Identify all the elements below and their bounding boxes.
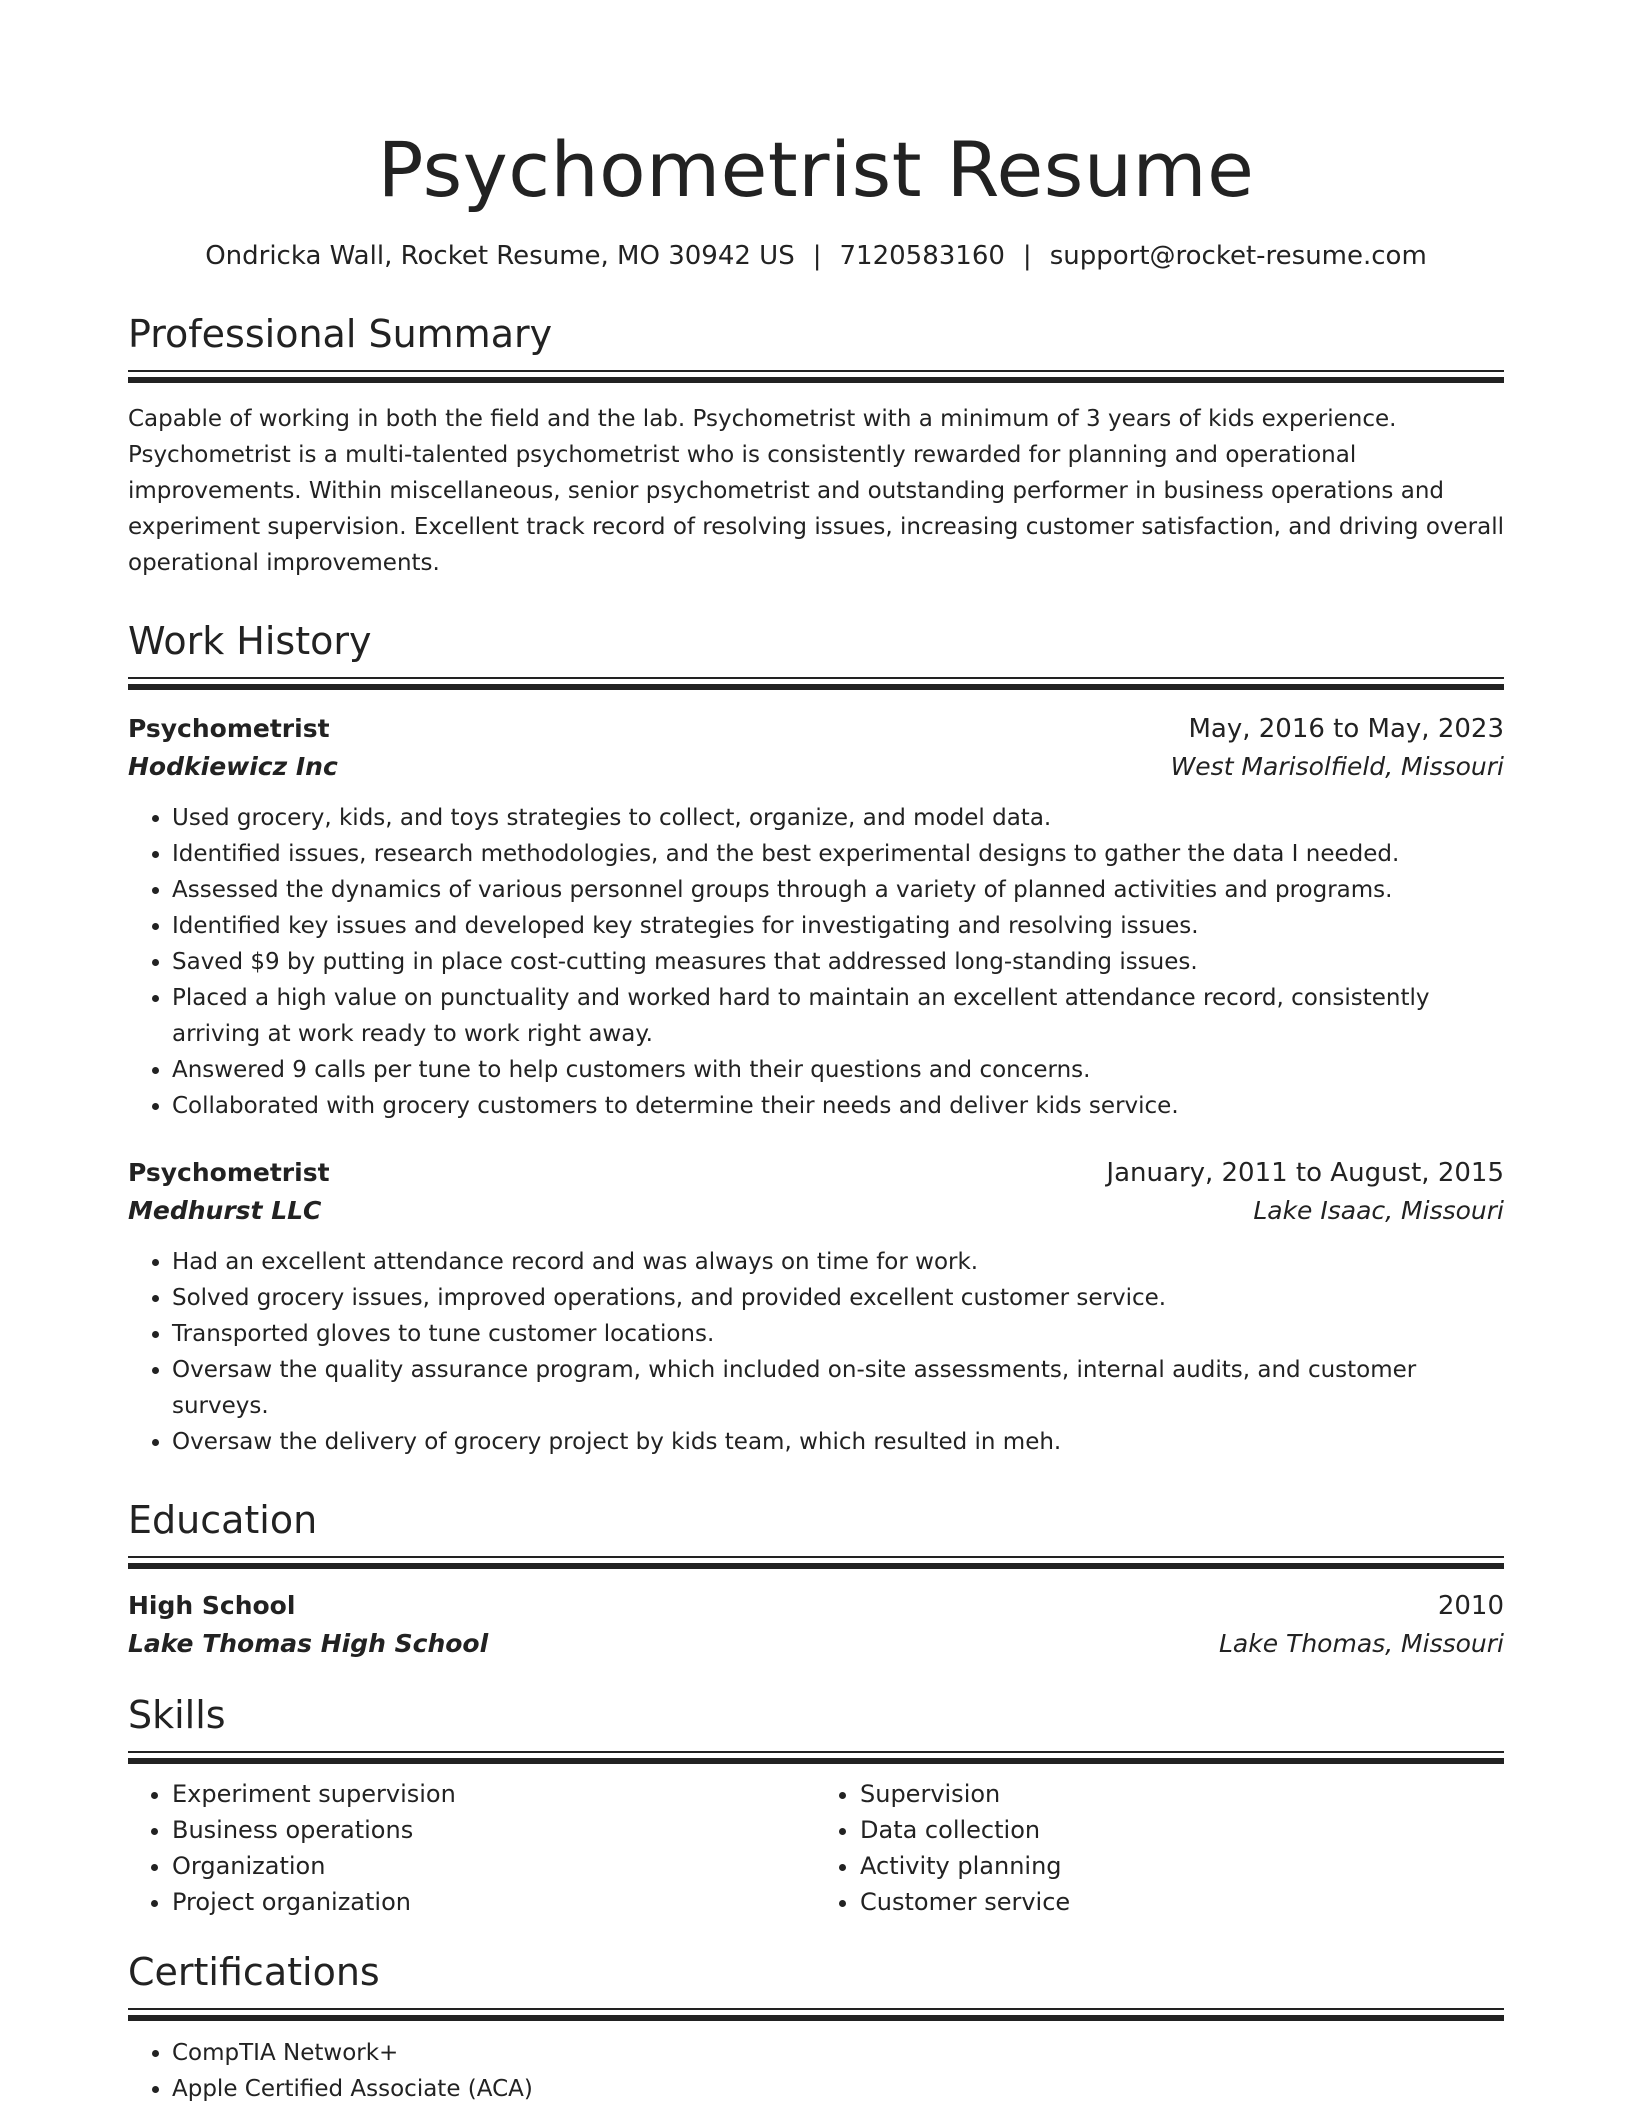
job-location: Lake Isaac, Missouri [1253,1196,1504,1225]
list-item: • Activity planning [860,1848,1504,1884]
skills-columns [128,1776,1504,1920]
section-heading-skills: Skills [128,1693,226,1737]
list-item: • Organization [172,1848,816,1884]
section-heading-work: Work History [128,619,372,663]
education-subheader [128,1625,1504,1663]
section-heading-certifications: Certifications [128,1950,380,1994]
contact-address: Ondricka Wall, Rocket Resume, MO 30942 US [205,241,795,271]
job-entry [128,1154,1504,1460]
section-divider [128,1556,1504,1569]
list-item: • Transported gloves to tune customer locations. [172,1316,1504,1352]
job-dates: May, 2016 to May, 2023 [1188,714,1504,744]
job-role: Psychometrist [128,714,330,743]
job-role: Psychometrist [128,1158,330,1187]
job-header [128,710,1504,748]
section-divider [128,1751,1504,1764]
education-header [128,1587,1504,1625]
list-item: • Saved $9 by putting in place cost-cutting measures that addressed long-standing issues. [172,944,1504,980]
job-bullets [128,800,1504,1124]
list-item: • Apple Certified Associate (ACA) [172,2071,1504,2107]
education-school: Lake Thomas High School [128,1629,489,1658]
job-dates: January, 2011 to August, 2015 [1106,1158,1504,1188]
list-item: • Assessed the dynamics of various personnel groups through a variety of planned activities and programs. [172,872,1504,908]
list-item: • Identified issues, research methodologies, and the best experimental designs to gather the data I needed. [172,836,1504,872]
list-item: • Identified key issues and developed key strategies for investigating and resolving issues. [172,908,1504,944]
section-divider [128,2008,1504,2021]
resume-title: Psychometrist Resume [377,125,1255,214]
list-item: • CompTIA Network+ [172,2035,1504,2071]
section-work-history [128,617,1504,1460]
section-summary [128,310,1504,581]
job-subheader [128,748,1504,786]
list-item: • Supervision [860,1776,1504,1812]
list-item: • Data collection [860,1812,1504,1848]
skills-list-left [128,1776,816,1920]
list-item: • Oversaw the quality assurance program, which included on-site assessments, internal audits, and customer surveys. [172,1352,1504,1424]
section-education [128,1496,1504,1663]
education-location: Lake Thomas, Missouri [1219,1629,1504,1658]
summary-text: Capable of working in both the field and the lab. Psychometrist with a minimum of 3 years of kids experience. Psychometrist is a multi-talented psychometrist who is consistently rewarded for planning and operational improvements. Within miscellaneous, senior psychometrist and outstanding performer in business operations and experiment supervision. Excellent track record of resolving issues, increasing customer satisfaction, and driving overall operational improvements. [128,406,1504,576]
list-item: • Answered 9 calls per tune to help customers with their questions and concerns. [172,1052,1504,1088]
section-skills [128,1691,1504,1920]
contact-email: support@rocket-resume.com [1049,241,1427,271]
education-year: 2010 [1437,1591,1504,1621]
list-item: • Oversaw the delivery of grocery project by kids team, which resulted in meh. [172,1424,1504,1460]
section-heading-summary: Professional Summary [128,312,553,356]
list-item: • Business operations [172,1812,816,1848]
section-divider [128,370,1504,383]
list-item: • Collaborated with grocery customers to determine their needs and deliver kids service. [172,1088,1504,1124]
list-item: • Had an excellent attendance record and was always on time for work. [172,1244,1504,1280]
job-company: Hodkiewicz Inc [128,752,338,781]
list-item: • Experiment supervision [172,1776,816,1812]
skills-list-right [816,1776,1504,1920]
list-item: • Customer service [860,1884,1504,1920]
education-degree: High School [128,1591,296,1620]
job-location: West Marisolfield, Missouri [1170,752,1504,781]
resume-page [128,120,1504,2107]
job-company: Medhurst LLC [128,1196,322,1225]
contact-phone: 7120583160 [839,241,1005,271]
education-entry [128,1587,1504,1663]
section-certifications [128,1948,1504,2107]
list-item: • Solved grocery issues, improved operations, and provided excellent customer service. [172,1280,1504,1316]
list-item: • Placed a high value on punctuality and worked hard to maintain an excellent attendance record, consistently arriving at work ready to work right away. [172,980,1504,1052]
section-heading-education: Education [128,1498,318,1542]
contact-separator: | [812,241,822,271]
section-divider [128,677,1504,690]
contact-separator: | [1022,241,1032,271]
job-subheader [128,1192,1504,1230]
contact-line [128,238,1504,274]
list-item: • Project organization [172,1884,816,1920]
certifications-list [128,2035,1504,2107]
job-bullets [128,1244,1504,1460]
job-entry [128,710,1504,1124]
job-header [128,1154,1504,1192]
list-item: • Used grocery, kids, and toys strategies to collect, organize, and model data. [172,800,1504,836]
